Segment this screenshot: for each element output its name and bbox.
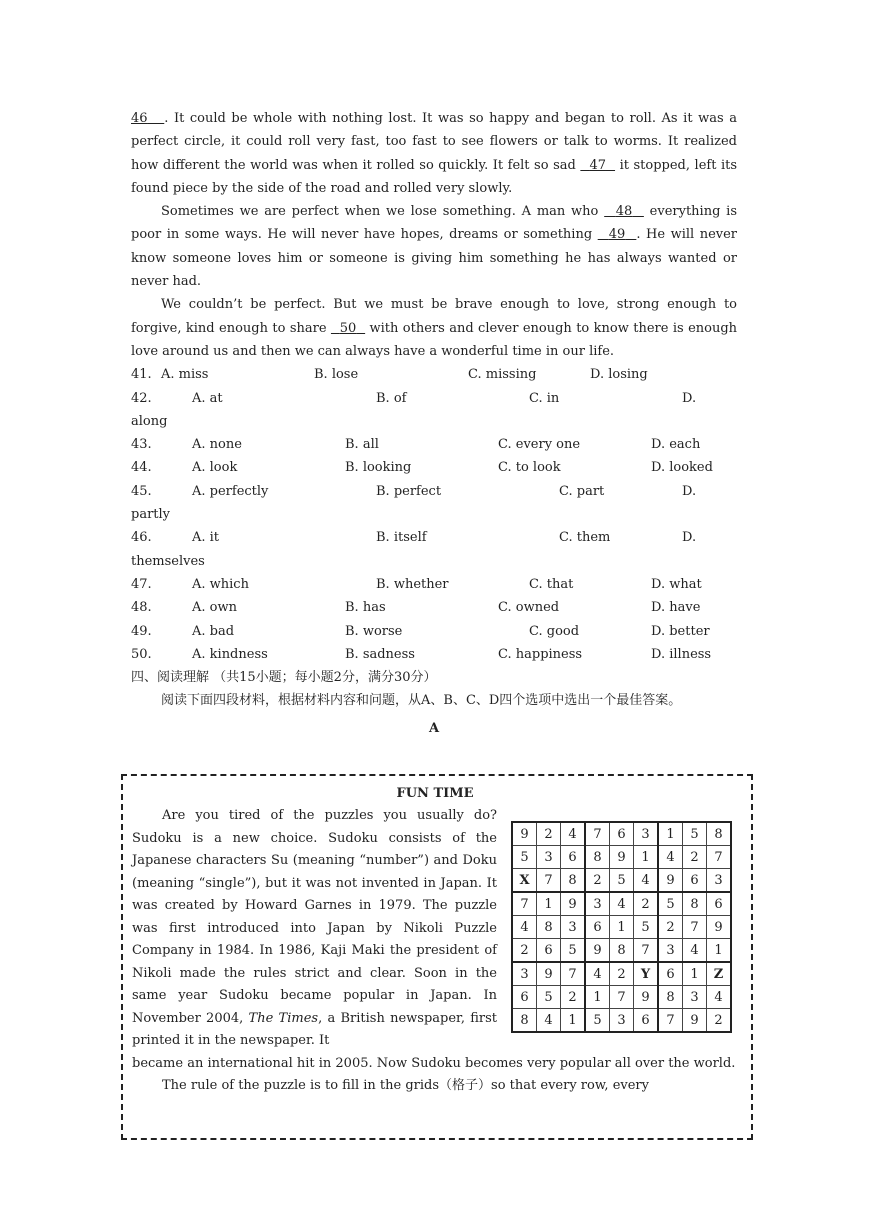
- option-d-wrap: themselves: [131, 553, 205, 569]
- option-row-41: [131, 363, 737, 386]
- option-d[interactable]: D.: [682, 483, 697, 499]
- option-a[interactable]: A. none: [192, 437, 242, 453]
- fun-time-paragraph-1: [132, 805, 497, 1053]
- paragraph-text: it stopped, left its found piece by the side of the road and rolled very slowly.: [131, 157, 737, 196]
- fun-time-paragraph-2: The rule of the puzzle is to fill in the grids（格子）so that every row, every: [162, 1078, 649, 1093]
- sudoku-cell[interactable]: 4: [512, 916, 537, 939]
- options-list: [131, 363, 737, 666]
- sudoku-cell[interactable]: 7: [537, 869, 561, 893]
- question-number: 47.: [131, 576, 152, 592]
- sudoku-row: [512, 939, 731, 963]
- option-d[interactable]: D. looked: [651, 460, 713, 476]
- paragraph-text: everything is poor in some ways. He will never have hopes, dreams or something: [131, 204, 738, 243]
- sudoku-cell[interactable]: 4: [683, 939, 707, 963]
- sudoku-cell[interactable]: 5: [537, 986, 561, 1009]
- blank-50[interactable]: [331, 321, 365, 336]
- sudoku-cell[interactable]: 4: [585, 962, 610, 986]
- option-b[interactable]: B. lose: [314, 367, 359, 383]
- sudoku-cell[interactable]: 5: [561, 939, 586, 963]
- option-a[interactable]: A. which: [192, 576, 249, 592]
- sudoku-cell[interactable]: 9: [561, 892, 586, 916]
- option-d-wrap: partly: [131, 507, 171, 523]
- sudoku-cell[interactable]: 6: [585, 916, 610, 939]
- option-d[interactable]: D. what: [651, 576, 702, 592]
- sudoku-cell[interactable]: 3: [634, 822, 659, 846]
- sudoku-cell[interactable]: 2: [537, 822, 561, 846]
- paragraph-text: We couldn’t be perfect. But we must be brave enough to love, strong enough to forgive, kind enough to share: [131, 297, 737, 336]
- question-number: 41.: [131, 367, 152, 383]
- sudoku-cell[interactable]: 1: [585, 986, 610, 1009]
- question-number: 46.: [131, 530, 152, 546]
- option-row-48: [131, 596, 737, 619]
- blank-49[interactable]: [598, 227, 637, 242]
- sudoku-cell[interactable]: 8: [683, 892, 707, 916]
- sudoku-cell[interactable]: 8: [610, 939, 634, 963]
- sudoku-cell[interactable]: 3: [585, 892, 610, 916]
- sudoku-cell[interactable]: 3: [683, 986, 707, 1009]
- option-c[interactable]: C. to look: [498, 460, 561, 476]
- paragraph-text: Sometimes we are perfect when we lose something. A man who: [161, 204, 605, 220]
- sudoku-cell[interactable]: X: [512, 869, 537, 893]
- sudoku-row: [512, 1009, 731, 1033]
- sudoku-cell[interactable]: 9: [683, 1009, 707, 1033]
- sudoku-cell[interactable]: 8: [707, 822, 732, 846]
- sudoku-cell[interactable]: 4: [634, 869, 659, 893]
- sudoku-cell[interactable]: 5: [585, 1009, 610, 1033]
- option-c[interactable]: C. missing: [468, 367, 537, 383]
- sudoku-cell[interactable]: Y: [634, 962, 659, 986]
- newspaper-name: The Times: [248, 1010, 319, 1026]
- option-d[interactable]: D. losing: [590, 367, 648, 383]
- paragraph-text: . It could be whole with nothing lost. It was so happy and began to roll. As it was a perfect circle, it could roll very fast, too fast to see flowers or talk to worms. It realized how different the world was when it rolled so quickly. It felt so sad: [131, 111, 737, 173]
- option-a[interactable]: A. look: [192, 460, 238, 476]
- sudoku-cell[interactable]: 1: [610, 916, 634, 939]
- option-d[interactable]: D. each: [651, 437, 701, 453]
- sudoku-cell[interactable]: 3: [561, 916, 586, 939]
- fun-time-content: [132, 782, 738, 1098]
- sudoku-cell[interactable]: 2: [658, 916, 683, 939]
- cloze-paragraph-2: [131, 200, 737, 293]
- sudoku-cell[interactable]: 9: [610, 846, 634, 869]
- question-number: 43.: [131, 437, 152, 453]
- option-b[interactable]: B. has: [345, 600, 386, 616]
- fun-time-title: FUN TIME: [396, 786, 474, 801]
- sudoku-cell[interactable]: 2: [707, 1009, 732, 1033]
- question-number: 44.: [131, 460, 152, 476]
- option-b[interactable]: B. of: [376, 390, 407, 406]
- sudoku-cell[interactable]: 9: [658, 869, 683, 893]
- sudoku-cell[interactable]: 7: [561, 962, 586, 986]
- option-d[interactable]: D. have: [651, 600, 701, 616]
- sudoku-cell[interactable]: 6: [537, 939, 561, 963]
- option-b[interactable]: B. looking: [345, 460, 412, 476]
- sudoku-cell[interactable]: 7: [585, 822, 610, 846]
- paragraph-text: . He will never know someone loves him or someone is giving him something he has always wanted or never had.: [131, 227, 738, 290]
- sudoku-cell[interactable]: 8: [585, 846, 610, 869]
- question-number: 45.: [131, 483, 152, 499]
- sudoku-cell[interactable]: 7: [658, 1009, 683, 1033]
- sudoku-cell[interactable]: 2: [634, 892, 659, 916]
- blank-46[interactable]: [131, 111, 164, 126]
- sudoku-row: [512, 986, 731, 1009]
- option-d[interactable]: D. better: [651, 623, 710, 639]
- option-a[interactable]: A. it: [192, 530, 220, 546]
- option-a[interactable]: A. kindness: [192, 646, 268, 662]
- question-number: 42.: [131, 390, 152, 406]
- blank-47[interactable]: [580, 158, 615, 173]
- section-instruction: 阅读下面四段材料，根据材料内容和问题，从A、B、C、D四个选项中选出一个最佳答案。: [161, 693, 682, 709]
- sudoku-cell[interactable]: 2: [585, 869, 610, 893]
- sudoku-cell[interactable]: 4: [561, 822, 586, 846]
- sudoku-cell[interactable]: Z: [707, 962, 732, 986]
- sudoku-cell[interactable]: 4: [658, 846, 683, 869]
- part-label: A: [428, 720, 440, 736]
- sudoku-cell[interactable]: 3: [512, 962, 537, 986]
- sudoku-cell[interactable]: 4: [707, 986, 732, 1009]
- sudoku-cell[interactable]: 1: [537, 892, 561, 916]
- sudoku-cell[interactable]: 6: [658, 962, 683, 986]
- sudoku-row: [512, 916, 731, 939]
- option-b[interactable]: B. itself: [376, 530, 427, 546]
- cloze-paragraph-1: [131, 107, 737, 200]
- blank-48[interactable]: [604, 204, 644, 219]
- paragraph-text: with others and clever enough to know there is enough love around us and then we can always have a wonderful time in our life.: [131, 320, 738, 359]
- sudoku-cell[interactable]: 4: [537, 1009, 561, 1033]
- blank-number: 47: [589, 157, 606, 173]
- blank-number: 46: [131, 111, 148, 126]
- option-b[interactable]: B. whether: [376, 576, 449, 592]
- sudoku-cell[interactable]: 1: [658, 822, 683, 846]
- blank-number: 49: [608, 227, 626, 243]
- sudoku-cell[interactable]: 8: [512, 1009, 537, 1033]
- sudoku-cell[interactable]: 9: [707, 916, 732, 939]
- option-b[interactable]: B. all: [345, 437, 379, 453]
- sudoku-cell[interactable]: 7: [707, 846, 732, 869]
- option-c[interactable]: C. owned: [498, 600, 560, 616]
- option-b[interactable]: B. worse: [345, 623, 403, 639]
- sudoku-cell[interactable]: 8: [561, 869, 586, 893]
- option-b[interactable]: B. perfect: [376, 483, 442, 499]
- sudoku-row: [512, 869, 731, 893]
- option-a[interactable]: A. perfectly: [192, 483, 269, 499]
- sudoku-grid: [511, 821, 732, 1033]
- sudoku-cell[interactable]: 8: [658, 986, 683, 1009]
- sudoku-cell[interactable]: 2: [561, 986, 586, 1009]
- sudoku-row: [512, 846, 731, 869]
- option-d[interactable]: D. illness: [651, 646, 712, 662]
- sudoku-cell[interactable]: 6: [683, 869, 707, 893]
- sudoku-cell[interactable]: 8: [537, 916, 561, 939]
- fun-time-paragraph-1-cont: became an international hit in 2005. Now Sudoku becomes very popular all over the world.: [132, 1055, 736, 1071]
- option-d-wrap: along: [131, 413, 168, 429]
- sudoku-cell[interactable]: 7: [610, 986, 634, 1009]
- sudoku-cell[interactable]: 2: [512, 939, 537, 963]
- option-row-45: [131, 480, 737, 503]
- option-c[interactable]: C. that: [529, 576, 574, 592]
- sudoku-row: [512, 892, 731, 916]
- blank-number: 48: [615, 204, 633, 220]
- section-heading: 四、阅读理解 （共15小题；每小题2分，满分30分）: [131, 670, 437, 686]
- option-a[interactable]: A. bad: [192, 623, 235, 639]
- sudoku-cell[interactable]: 6: [634, 1009, 659, 1033]
- sudoku-cell[interactable]: 3: [610, 1009, 634, 1033]
- sudoku-cell[interactable]: 3: [537, 846, 561, 869]
- sudoku-cell[interactable]: 7: [634, 939, 659, 963]
- sudoku-cell[interactable]: 9: [585, 939, 610, 963]
- sudoku-cell[interactable]: 5: [610, 869, 634, 893]
- option-a[interactable]: A. own: [192, 600, 237, 616]
- sudoku-cell[interactable]: 1: [634, 846, 659, 869]
- sudoku-cell[interactable]: 5: [634, 916, 659, 939]
- paragraph-text: Are you tired of the puzzles you usually do? Sudoku is a new choice. Sudoku consists of the Japanese characters Su (meaning “number”) and Doku (meaning “single”), but it was not invented in Japan. It was created by Howard Garnes in 1979. The puzzle was first introduced into Japan by Nikoli Puzzle Company in 1984. In 1986, Kaji Maki the president of Nikoli made the rules strict and clear. Soon in the same year Sudoku became popular in Japan. In November 2004,: [132, 808, 497, 1026]
- sudoku-cell[interactable]: 3: [707, 869, 732, 893]
- sudoku-row: [512, 962, 731, 986]
- option-c[interactable]: C. part: [559, 483, 605, 499]
- sudoku-cell[interactable]: 1: [707, 939, 732, 963]
- option-c[interactable]: C. good: [529, 623, 580, 639]
- sudoku-cell[interactable]: 2: [610, 962, 634, 986]
- option-c[interactable]: C. them: [559, 530, 611, 546]
- option-a[interactable]: A. at: [192, 390, 223, 406]
- option-row-49: [131, 620, 737, 643]
- question-number: 48.: [131, 600, 152, 616]
- sudoku-cell[interactable]: 9: [634, 986, 659, 1009]
- sudoku-cell[interactable]: 9: [537, 962, 561, 986]
- question-number: 49.: [131, 623, 152, 639]
- option-row-43: [131, 433, 737, 456]
- sudoku-cell[interactable]: 7: [683, 916, 707, 939]
- sudoku-cell[interactable]: 5: [512, 846, 537, 869]
- sudoku-cell[interactable]: 1: [561, 1009, 586, 1033]
- sudoku-cell[interactable]: 6: [561, 846, 586, 869]
- sudoku-cell[interactable]: 3: [658, 939, 683, 963]
- cloze-paragraph-3: [131, 293, 737, 363]
- option-row-47: [131, 573, 737, 596]
- fun-time-box: [121, 774, 753, 1140]
- sudoku-cell[interactable]: 1: [683, 962, 707, 986]
- option-c[interactable]: C. happiness: [498, 646, 583, 662]
- sudoku-cell[interactable]: 5: [683, 822, 707, 846]
- sudoku-cell[interactable]: 9: [512, 822, 537, 846]
- sudoku-cell[interactable]: 4: [610, 892, 634, 916]
- sudoku-row: [512, 822, 731, 846]
- option-row-46: [131, 526, 737, 549]
- sudoku-cell[interactable]: 5: [658, 892, 683, 916]
- option-c[interactable]: C. every one: [498, 437, 581, 453]
- option-d[interactable]: D.: [682, 530, 697, 546]
- option-c[interactable]: C. in: [529, 390, 560, 406]
- option-d[interactable]: D.: [682, 390, 697, 406]
- question-number: 50.: [131, 646, 152, 662]
- paragraph-text: , a British newspaper, first printed it in the newspaper. It: [132, 1010, 498, 1048]
- cloze-section: [131, 107, 737, 740]
- option-row-42: [131, 387, 737, 410]
- sudoku-cell[interactable]: 6: [512, 986, 537, 1009]
- option-row-44: [131, 456, 737, 479]
- sudoku-cell[interactable]: 6: [610, 822, 634, 846]
- sudoku-cell[interactable]: 6: [707, 892, 732, 916]
- option-row-50: [131, 643, 737, 666]
- blank-number: 50: [339, 320, 357, 336]
- option-a[interactable]: A. miss: [161, 367, 209, 383]
- sudoku-cell[interactable]: 7: [512, 892, 537, 916]
- option-b[interactable]: B. sadness: [345, 646, 415, 662]
- sudoku-cell[interactable]: 2: [683, 846, 707, 869]
